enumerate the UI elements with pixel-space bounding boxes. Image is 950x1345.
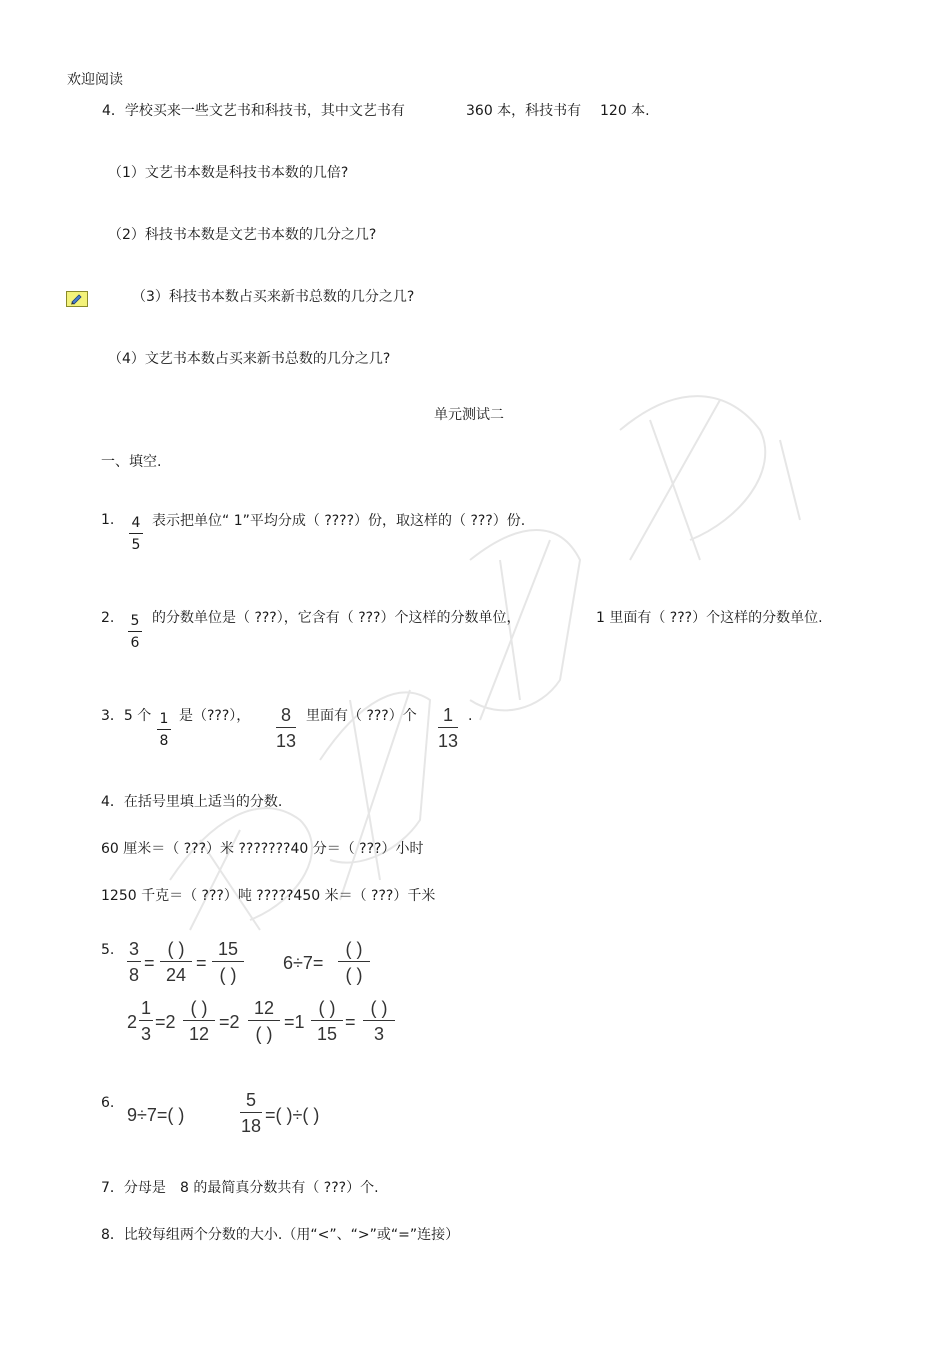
fraction-numerator: 1 (140, 998, 151, 1018)
part-one-heading: 一、填空. (101, 454, 162, 470)
item-4-line-1: 60 厘米＝（ ???）米 ???????40 分＝（ ???）小时 (101, 841, 424, 857)
item-3-fraction-1 (157, 712, 171, 748)
fraction-denominator: 3 (373, 1024, 384, 1044)
fraction-numerator: 4 (131, 515, 141, 531)
fraction-numerator: 5 (130, 613, 140, 629)
fraction-numerator: 8 (281, 705, 292, 725)
item-5-r2-eq1: =2 (155, 1012, 176, 1032)
fraction-numerator: 1 (159, 711, 169, 727)
fraction-denominator: 8 (128, 965, 139, 985)
item-6-fraction (240, 1091, 262, 1135)
item-4-title: 4．在括号里填上适当的分数. (101, 794, 283, 810)
item-5-r1-eq1: = (144, 953, 155, 973)
fraction-denominator: 8 (159, 733, 169, 749)
note-icon[interactable] (66, 291, 88, 307)
fraction-numerator: ( ) (167, 939, 185, 959)
fraction-numerator: 15 (217, 939, 239, 959)
fraction-numerator: 5 (245, 1090, 256, 1110)
item-5-r2-whole: 2 (127, 1012, 138, 1032)
problem-4-text: 4．学校买来一些文艺书和科技书，其中文艺书有 (102, 103, 405, 119)
item-5-r2-frac-b (183, 999, 215, 1043)
item-5-r1-frac-c (212, 940, 244, 984)
item-5-r2-frac-e (363, 999, 395, 1043)
item-5-r2-frac-d (311, 999, 343, 1043)
item-6-number: 6. (101, 1095, 115, 1111)
item-6-rest: =( )÷( ) (265, 1105, 320, 1125)
section-title: 单元测试二 (434, 407, 504, 423)
item-5-r1-frac-d (338, 940, 370, 984)
item-2-fraction (128, 614, 142, 650)
question-1: （1）文艺书本数是科技书本数的几倍? (108, 165, 349, 181)
item-2-text-b: 1 里面有（ ???）个这样的分数单位. (596, 610, 823, 626)
item-5-r1-eq2: = (196, 953, 207, 973)
fraction-numerator: ( ) (190, 998, 208, 1018)
item-6-expression: 9÷7=( ) (127, 1105, 185, 1125)
item-1-text: 表示把单位“ 1”平均分成（ ????）份，取这样的（ ???）份. (152, 513, 526, 529)
item-5-r2-eq3: =1 (284, 1012, 305, 1032)
item-5-r2-frac-c (248, 999, 280, 1043)
fraction-numerator: ( ) (318, 998, 336, 1018)
fraction-denominator: 13 (276, 731, 297, 751)
item-3-end: . (468, 708, 473, 724)
item-8-text: 8．比较每组两个分数的大小.（用“<”、“>”或“=”连接） (101, 1227, 460, 1243)
fraction-denominator: 13 (438, 731, 459, 751)
fraction-denominator: ( ) (219, 965, 237, 985)
pencil-icon (70, 293, 84, 305)
question-4: （4）文艺书本数占买来新书总数的几分之几? (108, 351, 391, 367)
item-7-text-a: 7．分母是 (101, 1180, 166, 1196)
item-3-number: 3．5 个 (101, 708, 152, 724)
fraction-denominator: ( ) (345, 965, 363, 985)
item-3-fraction-2 (276, 706, 296, 750)
fraction-numerator: 12 (253, 998, 275, 1018)
fraction-numerator: ( ) (345, 939, 363, 959)
item-5-number: 5. (101, 942, 115, 958)
item-5-r2-eq4: = (345, 1012, 356, 1032)
problem-4-num1: 360 本，科技书有 (466, 103, 582, 119)
fraction-denominator: 6 (130, 635, 140, 651)
item-5-r1-frac-b (160, 940, 192, 984)
problem-4-num2: 120 本. (600, 103, 650, 119)
item-4-line-2: 1250 千克＝（ ???）吨 ?????450 米＝（ ???）千米 (101, 888, 436, 904)
fraction-denominator: 12 (188, 1024, 210, 1044)
item-5-r2-frac-a (139, 999, 153, 1043)
fraction-denominator: 5 (131, 537, 141, 553)
item-5-r1-div: 6÷7= (283, 953, 324, 973)
item-1-number: 1. (101, 512, 115, 528)
item-3-text-b: 里面有（ ???）个 (306, 708, 417, 724)
fraction-numerator: 1 (443, 705, 454, 725)
question-3: （3）科技书本数占买来新书总数的几分之几? (132, 289, 415, 305)
item-3-fraction-3 (438, 706, 458, 750)
item-1-fraction (129, 516, 143, 552)
fraction-denominator: 24 (165, 965, 187, 985)
item-2-text-a: 的分数单位是（ ???），它含有（ ???）个这样的分数单位， (152, 610, 521, 626)
fraction-denominator: 3 (140, 1024, 151, 1044)
item-2-number: 2. (101, 610, 115, 626)
item-7-text-b: 8 的最简真分数共有（ ???）个. (180, 1180, 379, 1196)
fraction-denominator: 18 (240, 1116, 262, 1136)
item-5-r2-eq2: =2 (219, 1012, 240, 1032)
fraction-numerator: 3 (128, 939, 139, 959)
question-2: （2）科技书本数是文艺书本数的几分之几? (108, 227, 377, 243)
fraction-numerator: ( ) (370, 998, 388, 1018)
fraction-denominator: 15 (316, 1024, 338, 1044)
page-header: 欢迎阅读 (67, 72, 123, 88)
item-5-r1-frac-a (127, 940, 141, 984)
item-3-text-a: 是（???）， (179, 708, 251, 724)
fraction-denominator: ( ) (255, 1024, 273, 1044)
